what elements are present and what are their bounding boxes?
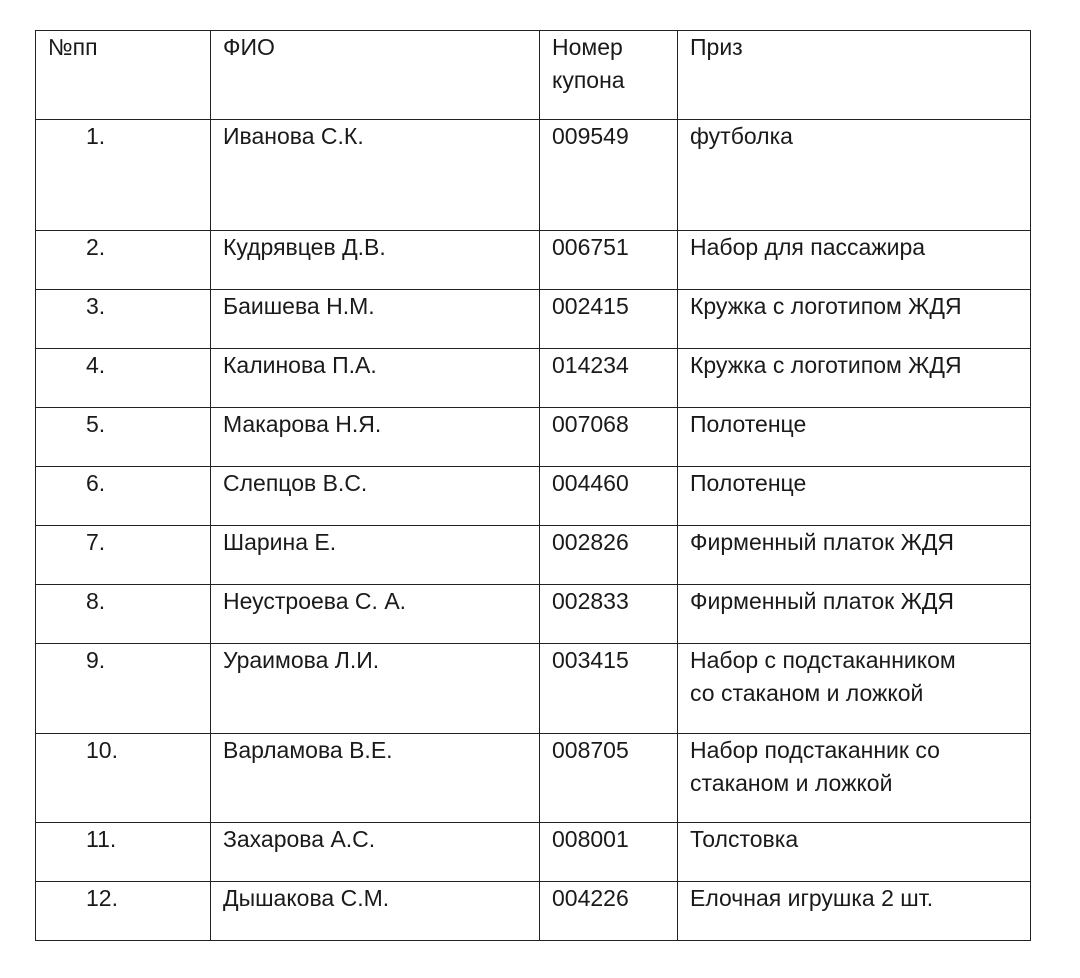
- row-num-cell: 2.: [36, 231, 211, 290]
- table-row: [36, 882, 1031, 941]
- row-num-cell: 6.: [36, 467, 211, 526]
- table-row: [36, 408, 1031, 467]
- table-header-row: [36, 31, 1031, 120]
- row-num-cell: 7.: [36, 526, 211, 585]
- row-num-cell: 11.: [36, 823, 211, 882]
- row-coupon-cell: 003415: [540, 644, 678, 734]
- row-num-cell: 1.: [36, 120, 211, 231]
- row-coupon-cell: 002833: [540, 585, 678, 644]
- row-prize-cell: футболка: [678, 120, 1031, 231]
- row-num-cell: 5.: [36, 408, 211, 467]
- row-coupon-cell: 008705: [540, 734, 678, 823]
- row-coupon-cell: 002826: [540, 526, 678, 585]
- row-prize-cell: Кружка с логотипом ЖДЯ: [678, 290, 1031, 349]
- row-prize-cell: Набор с подстаканником со стаканом и ложкой: [678, 644, 1031, 734]
- table-row: [36, 585, 1031, 644]
- row-prize-cell: Набор подстаканник со стаканом и ложкой: [678, 734, 1031, 823]
- row-prize-cell: Кружка с логотипом ЖДЯ: [678, 349, 1031, 408]
- row-name-cell: Ураимова Л.И.: [211, 644, 540, 734]
- row-coupon-cell: 006751: [540, 231, 678, 290]
- row-coupon-cell: 004460: [540, 467, 678, 526]
- row-name-cell: Иванова С.К.: [211, 120, 540, 231]
- row-name-cell: Захарова А.С.: [211, 823, 540, 882]
- row-num-cell: 10.: [36, 734, 211, 823]
- row-coupon-cell: 014234: [540, 349, 678, 408]
- row-num-cell: 12.: [36, 882, 211, 941]
- row-name-cell: Варламова В.Е.: [211, 734, 540, 823]
- header-cell-num: №пп: [36, 31, 211, 120]
- header-cell-prize: Приз: [678, 31, 1031, 120]
- row-name-cell: Баишева Н.М.: [211, 290, 540, 349]
- row-coupon-cell: 007068: [540, 408, 678, 467]
- row-name-cell: Калинова П.А.: [211, 349, 540, 408]
- row-name-cell: Макарова Н.Я.: [211, 408, 540, 467]
- row-num-cell: 4.: [36, 349, 211, 408]
- table-row: [36, 734, 1031, 823]
- header-cell-coupon: Номер купона: [540, 31, 678, 120]
- row-num-cell: 8.: [36, 585, 211, 644]
- row-prize-cell: Толстовка: [678, 823, 1031, 882]
- table-row: [36, 120, 1031, 231]
- table-row: [36, 349, 1031, 408]
- row-num-cell: 3.: [36, 290, 211, 349]
- row-prize-cell: Елочная игрушка 2 шт.: [678, 882, 1031, 941]
- row-coupon-cell: 004226: [540, 882, 678, 941]
- row-num-cell: 9.: [36, 644, 211, 734]
- table-row: [36, 290, 1031, 349]
- table-row: [36, 231, 1031, 290]
- row-coupon-cell: 008001: [540, 823, 678, 882]
- row-prize-cell: Фирменный платок ЖДЯ: [678, 526, 1031, 585]
- header-cell-name: ФИО: [211, 31, 540, 120]
- prize-winners-table: [35, 30, 1031, 941]
- row-name-cell: Дышакова С.М.: [211, 882, 540, 941]
- row-name-cell: Слепцов В.С.: [211, 467, 540, 526]
- table-row: [36, 644, 1031, 734]
- row-coupon-cell: 009549: [540, 120, 678, 231]
- table-row: [36, 467, 1031, 526]
- row-name-cell: Кудрявцев Д.В.: [211, 231, 540, 290]
- row-coupon-cell: 002415: [540, 290, 678, 349]
- row-prize-cell: Набор для пассажира: [678, 231, 1031, 290]
- table-row: [36, 526, 1031, 585]
- row-name-cell: Неустроева С. А.: [211, 585, 540, 644]
- row-prize-cell: Полотенце: [678, 467, 1031, 526]
- row-prize-cell: Фирменный платок ЖДЯ: [678, 585, 1031, 644]
- row-prize-cell: Полотенце: [678, 408, 1031, 467]
- row-name-cell: Шарина Е.: [211, 526, 540, 585]
- table-row: [36, 823, 1031, 882]
